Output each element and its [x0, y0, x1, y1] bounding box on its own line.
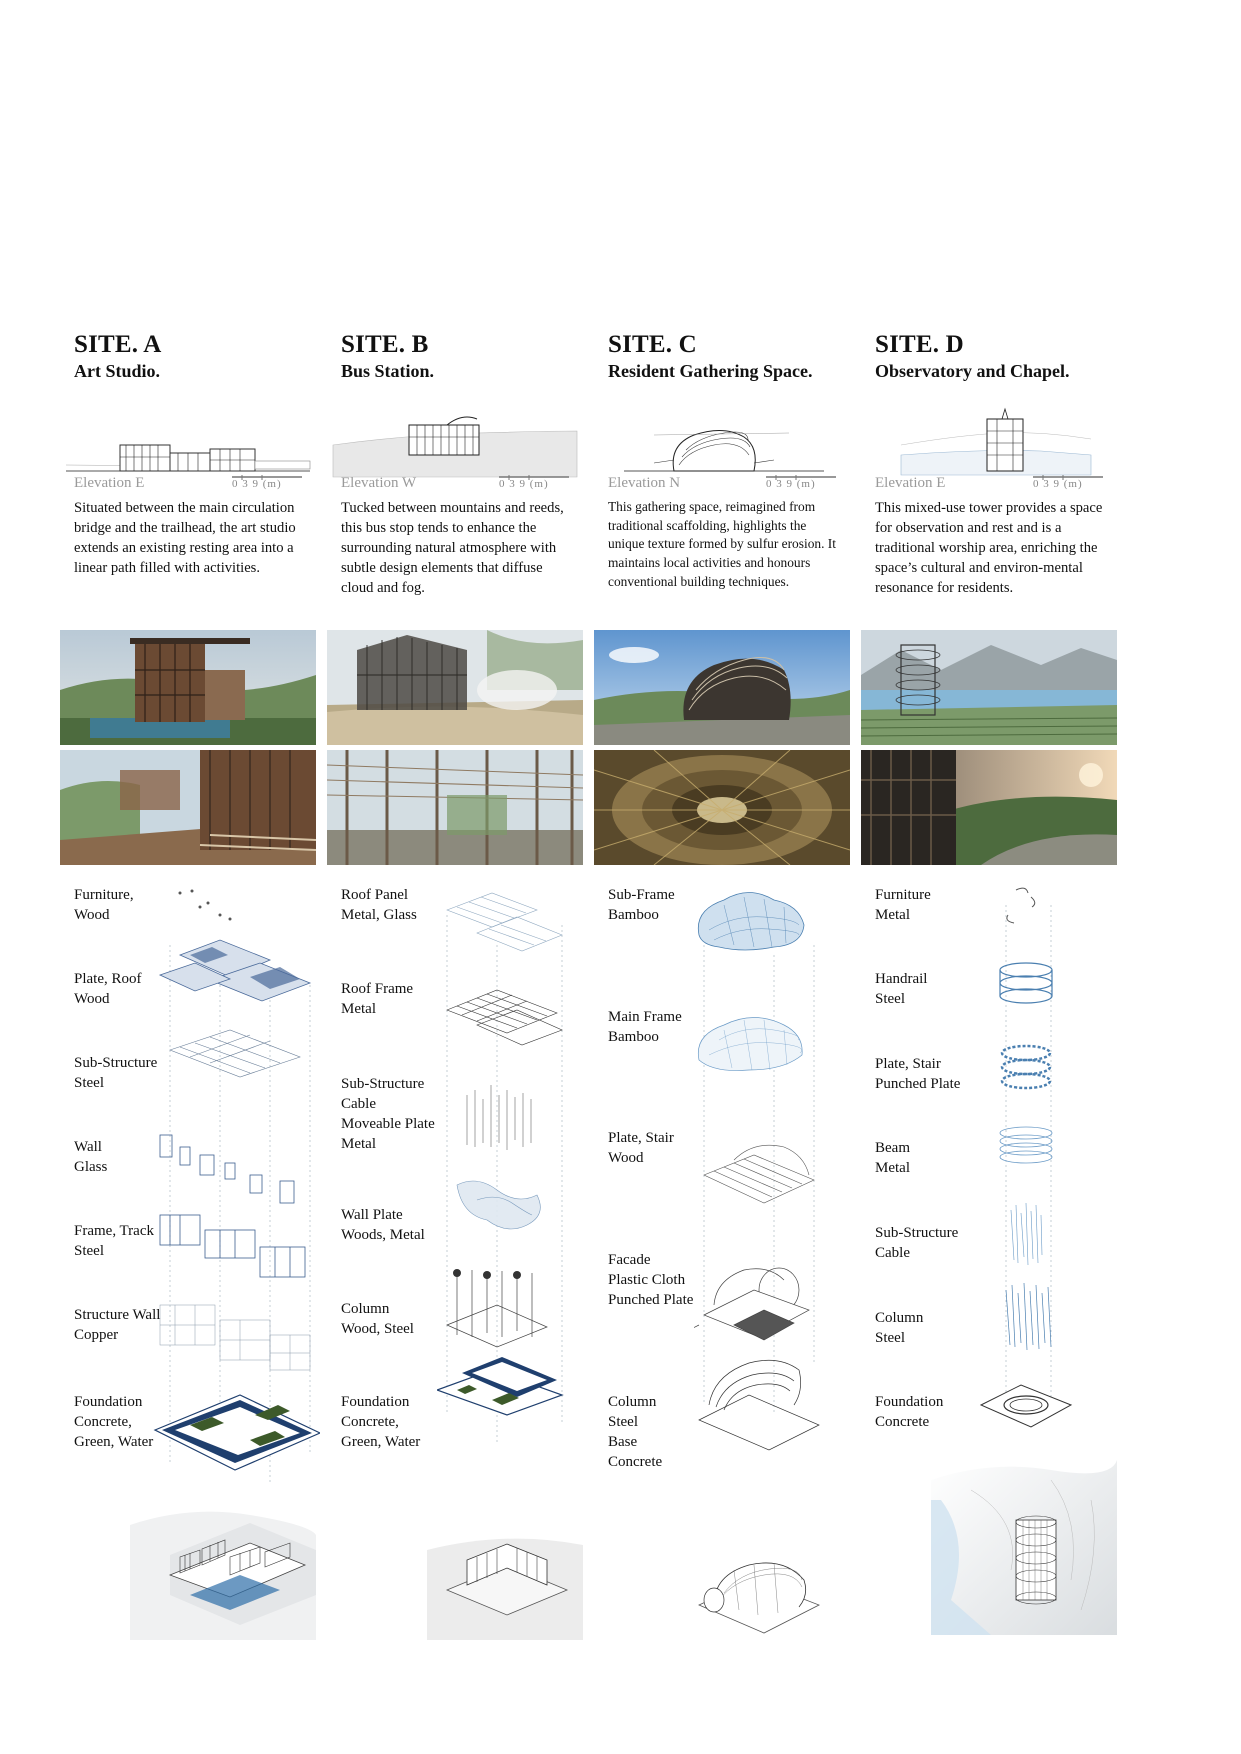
layer-label-line: Foundation	[875, 1394, 944, 1410]
site-b-render-exterior	[327, 630, 583, 745]
site-a-layer-4	[74, 1137, 107, 1177]
layer-label-line: Concrete,	[341, 1414, 399, 1430]
layer-label-line: Column	[608, 1394, 657, 1410]
site-a-subtitle: Art Studio.	[74, 361, 161, 381]
site-d-scale-text: 0 3 9 (m)	[1033, 478, 1083, 490]
site-c-subtitle: Resident Gathering Space.	[608, 361, 813, 381]
layer-label-line: Steel	[74, 1075, 104, 1091]
layer-label-line: Bamboo	[608, 907, 659, 923]
layer-label-line: Glass	[74, 1159, 108, 1175]
layer-label-line: Furniture	[875, 887, 931, 903]
site-b-exploded-drawing	[437, 885, 577, 1625]
site-b-layer-4	[341, 1205, 425, 1245]
site-d-title: SITE. D	[875, 331, 964, 358]
site-d-layer-7	[875, 1392, 943, 1432]
layer-label-line: Moveable Plate	[341, 1116, 435, 1132]
layer-label-line: Metal	[875, 1160, 910, 1176]
site-d-elevation-drawing	[861, 405, 1117, 481]
site-c-render-exterior	[594, 630, 850, 745]
site-a-layer-7	[74, 1392, 153, 1452]
site-c-elevation-label: Elevation N	[608, 475, 681, 491]
site-d-layer-6	[875, 1308, 923, 1348]
site-c-layer-5	[608, 1392, 662, 1472]
site-d-description: This mixed-use tower provides a space for observation and rest and is a traditional worship area, enriching the space’s cultural and environ-mental resonance for residents.	[875, 500, 1103, 596]
layer-label-line: Bamboo	[608, 1029, 659, 1045]
site-a-column	[60, 330, 316, 1450]
site-c-layer-1	[608, 885, 675, 925]
site-c-layer-3	[608, 1128, 674, 1168]
layer-label-line: Metal	[875, 907, 910, 923]
layer-label-line: Green, Water	[341, 1434, 421, 1450]
site-b-layer-2	[341, 979, 413, 1019]
site-c-render-interior	[594, 750, 850, 865]
site-b-layer-3	[341, 1074, 435, 1154]
site-d-render-interior	[861, 750, 1117, 865]
layer-label-line: Cable	[341, 1096, 376, 1112]
site-a-site-model	[130, 1495, 316, 1640]
site-b-description: Tucked between mountains and reeds, this bus stop tends to enhance the surrounding natural atmosphere with subtle design elements that diffuse cloud and fog.	[341, 500, 564, 596]
site-b-scale-bar	[499, 475, 569, 493]
layer-label-line: Plate, Stair	[875, 1056, 941, 1072]
layer-label-line: Wood	[74, 907, 110, 923]
site-d-scale-bar	[1033, 475, 1103, 493]
layer-label-line: Green, Water	[74, 1434, 154, 1450]
layer-label-line: Concrete	[875, 1414, 930, 1430]
layer-label-line: Cable	[875, 1245, 910, 1261]
site-c-layer-4	[608, 1250, 693, 1310]
site-d-layer-3	[875, 1054, 960, 1094]
layer-label-line: Foundation	[341, 1394, 410, 1410]
layer-label-line: Wood	[74, 991, 110, 1007]
site-b-column	[327, 330, 583, 1450]
site-d-site-model	[931, 1460, 1117, 1635]
site-a-scale-bar	[232, 475, 302, 493]
site-c-elevation-row	[594, 475, 850, 495]
layer-label-line: Sub-Structure	[875, 1225, 959, 1241]
site-d-layer-4	[875, 1138, 910, 1178]
site-c-scale-text: 0 3 9 (m)	[766, 478, 816, 490]
layer-label-line: Column	[341, 1301, 390, 1317]
site-b-exploded-axonometric	[327, 885, 583, 1625]
site-d-subtitle: Observatory and Chapel.	[875, 361, 1070, 381]
site-b-layer-6	[341, 1392, 420, 1452]
site-c-column	[594, 330, 850, 1470]
site-d-elevation-label: Elevation E	[875, 475, 946, 491]
layer-label-line: Furniture,	[74, 887, 134, 903]
site-b-elevation-row	[327, 475, 583, 495]
layer-label-line: Metal	[341, 1001, 376, 1017]
layer-label-line: Sub-Structure	[74, 1055, 158, 1071]
layer-label-line: Frame, Track	[74, 1223, 154, 1239]
site-a-layer-2	[74, 969, 142, 1009]
layer-label-line: Roof Frame	[341, 981, 414, 997]
layer-label-line: Wall	[74, 1139, 102, 1155]
site-a-elevation-drawing	[60, 405, 316, 481]
site-c-site-model	[694, 1545, 824, 1635]
site-d-layer-1	[875, 885, 931, 925]
site-b-elevation-label: Elevation W	[341, 475, 417, 491]
site-c-elevation-drawing	[594, 405, 850, 481]
site-d-layer-2	[875, 969, 927, 1009]
site-a-render-interior	[60, 750, 316, 865]
site-b-elevation-drawing	[327, 405, 583, 481]
layer-label-line: Metal	[341, 1136, 376, 1152]
layer-label-line: Copper	[74, 1327, 119, 1343]
site-a-elevation-label: Elevation E	[74, 475, 145, 491]
site-b-site-model	[427, 1530, 583, 1640]
layer-label-line: Facade	[608, 1252, 651, 1268]
site-b-title: SITE. B	[341, 331, 429, 358]
site-c-exploded-axonometric	[594, 885, 850, 1625]
layer-label-line: Steel	[875, 1330, 905, 1346]
site-d-column	[861, 330, 1117, 1430]
layer-label-line: Wood, Steel	[341, 1321, 414, 1337]
site-c-exploded-drawing	[694, 885, 850, 1625]
site-d-render-exterior	[861, 630, 1117, 745]
layer-label-line: Beam	[875, 1140, 910, 1156]
layer-label-line: Concrete,	[74, 1414, 132, 1430]
site-b-layer-1	[341, 885, 417, 925]
layer-label-line: Base	[608, 1434, 638, 1450]
layer-label-line: Sub-Structure	[341, 1076, 425, 1092]
layer-label-line: Punched Plate	[608, 1292, 694, 1308]
layer-label-line: Punched Plate	[875, 1076, 961, 1092]
site-c-scale-bar	[766, 475, 836, 493]
layer-label-line: Steel	[608, 1414, 638, 1430]
layer-label-line: Handrail	[875, 971, 928, 987]
site-b-layer-5	[341, 1299, 414, 1339]
site-a-layer-1	[74, 885, 134, 925]
layer-label-line: Sub-Frame	[608, 887, 675, 903]
site-a-layer-5	[74, 1221, 154, 1261]
layer-label-line: Steel	[875, 991, 905, 1007]
site-a-layer-3	[74, 1053, 157, 1093]
layer-label-line: Roof Panel	[341, 887, 409, 903]
site-c-layer-2	[608, 1007, 682, 1047]
layer-label-line: Main Frame	[608, 1009, 682, 1025]
site-a-description: Situated between the main circulation bridge and the trailhead, the art studio extends an existing resting area into a linear path filled with activities.	[74, 500, 296, 576]
site-a-title: SITE. A	[74, 331, 162, 358]
site-a-layer-6	[74, 1305, 160, 1345]
layer-label-line: Structure Wall	[74, 1307, 161, 1323]
site-a-elevation-row	[60, 475, 316, 495]
site-c-description: This gathering space, reimagined from traditional scaffolding, highlights the unique texture formed by sulfur erosion. It maintains local activities and honours conventional building techniques.	[608, 499, 836, 589]
layer-label-line: Plastic Cloth	[608, 1272, 686, 1288]
site-a-scale-text: 0 3 9 (m)	[232, 478, 282, 490]
layer-label-line: Wall Plate	[341, 1207, 403, 1223]
layer-label-line: Metal, Glass	[341, 907, 417, 923]
site-b-render-interior	[327, 750, 583, 865]
site-a-render-exterior	[60, 630, 316, 745]
layer-label-line: Plate, Roof	[74, 971, 142, 987]
layer-label-line: Plate, Stair	[608, 1130, 674, 1146]
layer-label-line: Woods, Metal	[341, 1227, 425, 1243]
layer-label-line: Wood	[608, 1150, 644, 1166]
site-b-subtitle: Bus Station.	[341, 361, 435, 381]
site-c-title: SITE. C	[608, 331, 697, 358]
site-d-layer-5	[875, 1223, 958, 1263]
site-d-elevation-row	[861, 475, 1117, 495]
site-b-scale-text: 0 3 9 (m)	[499, 478, 549, 490]
layer-label-line: Concrete	[608, 1454, 663, 1470]
layer-label-line: Steel	[74, 1243, 104, 1259]
layer-label-line: Column	[875, 1310, 924, 1326]
layer-label-line: Foundation	[74, 1394, 143, 1410]
